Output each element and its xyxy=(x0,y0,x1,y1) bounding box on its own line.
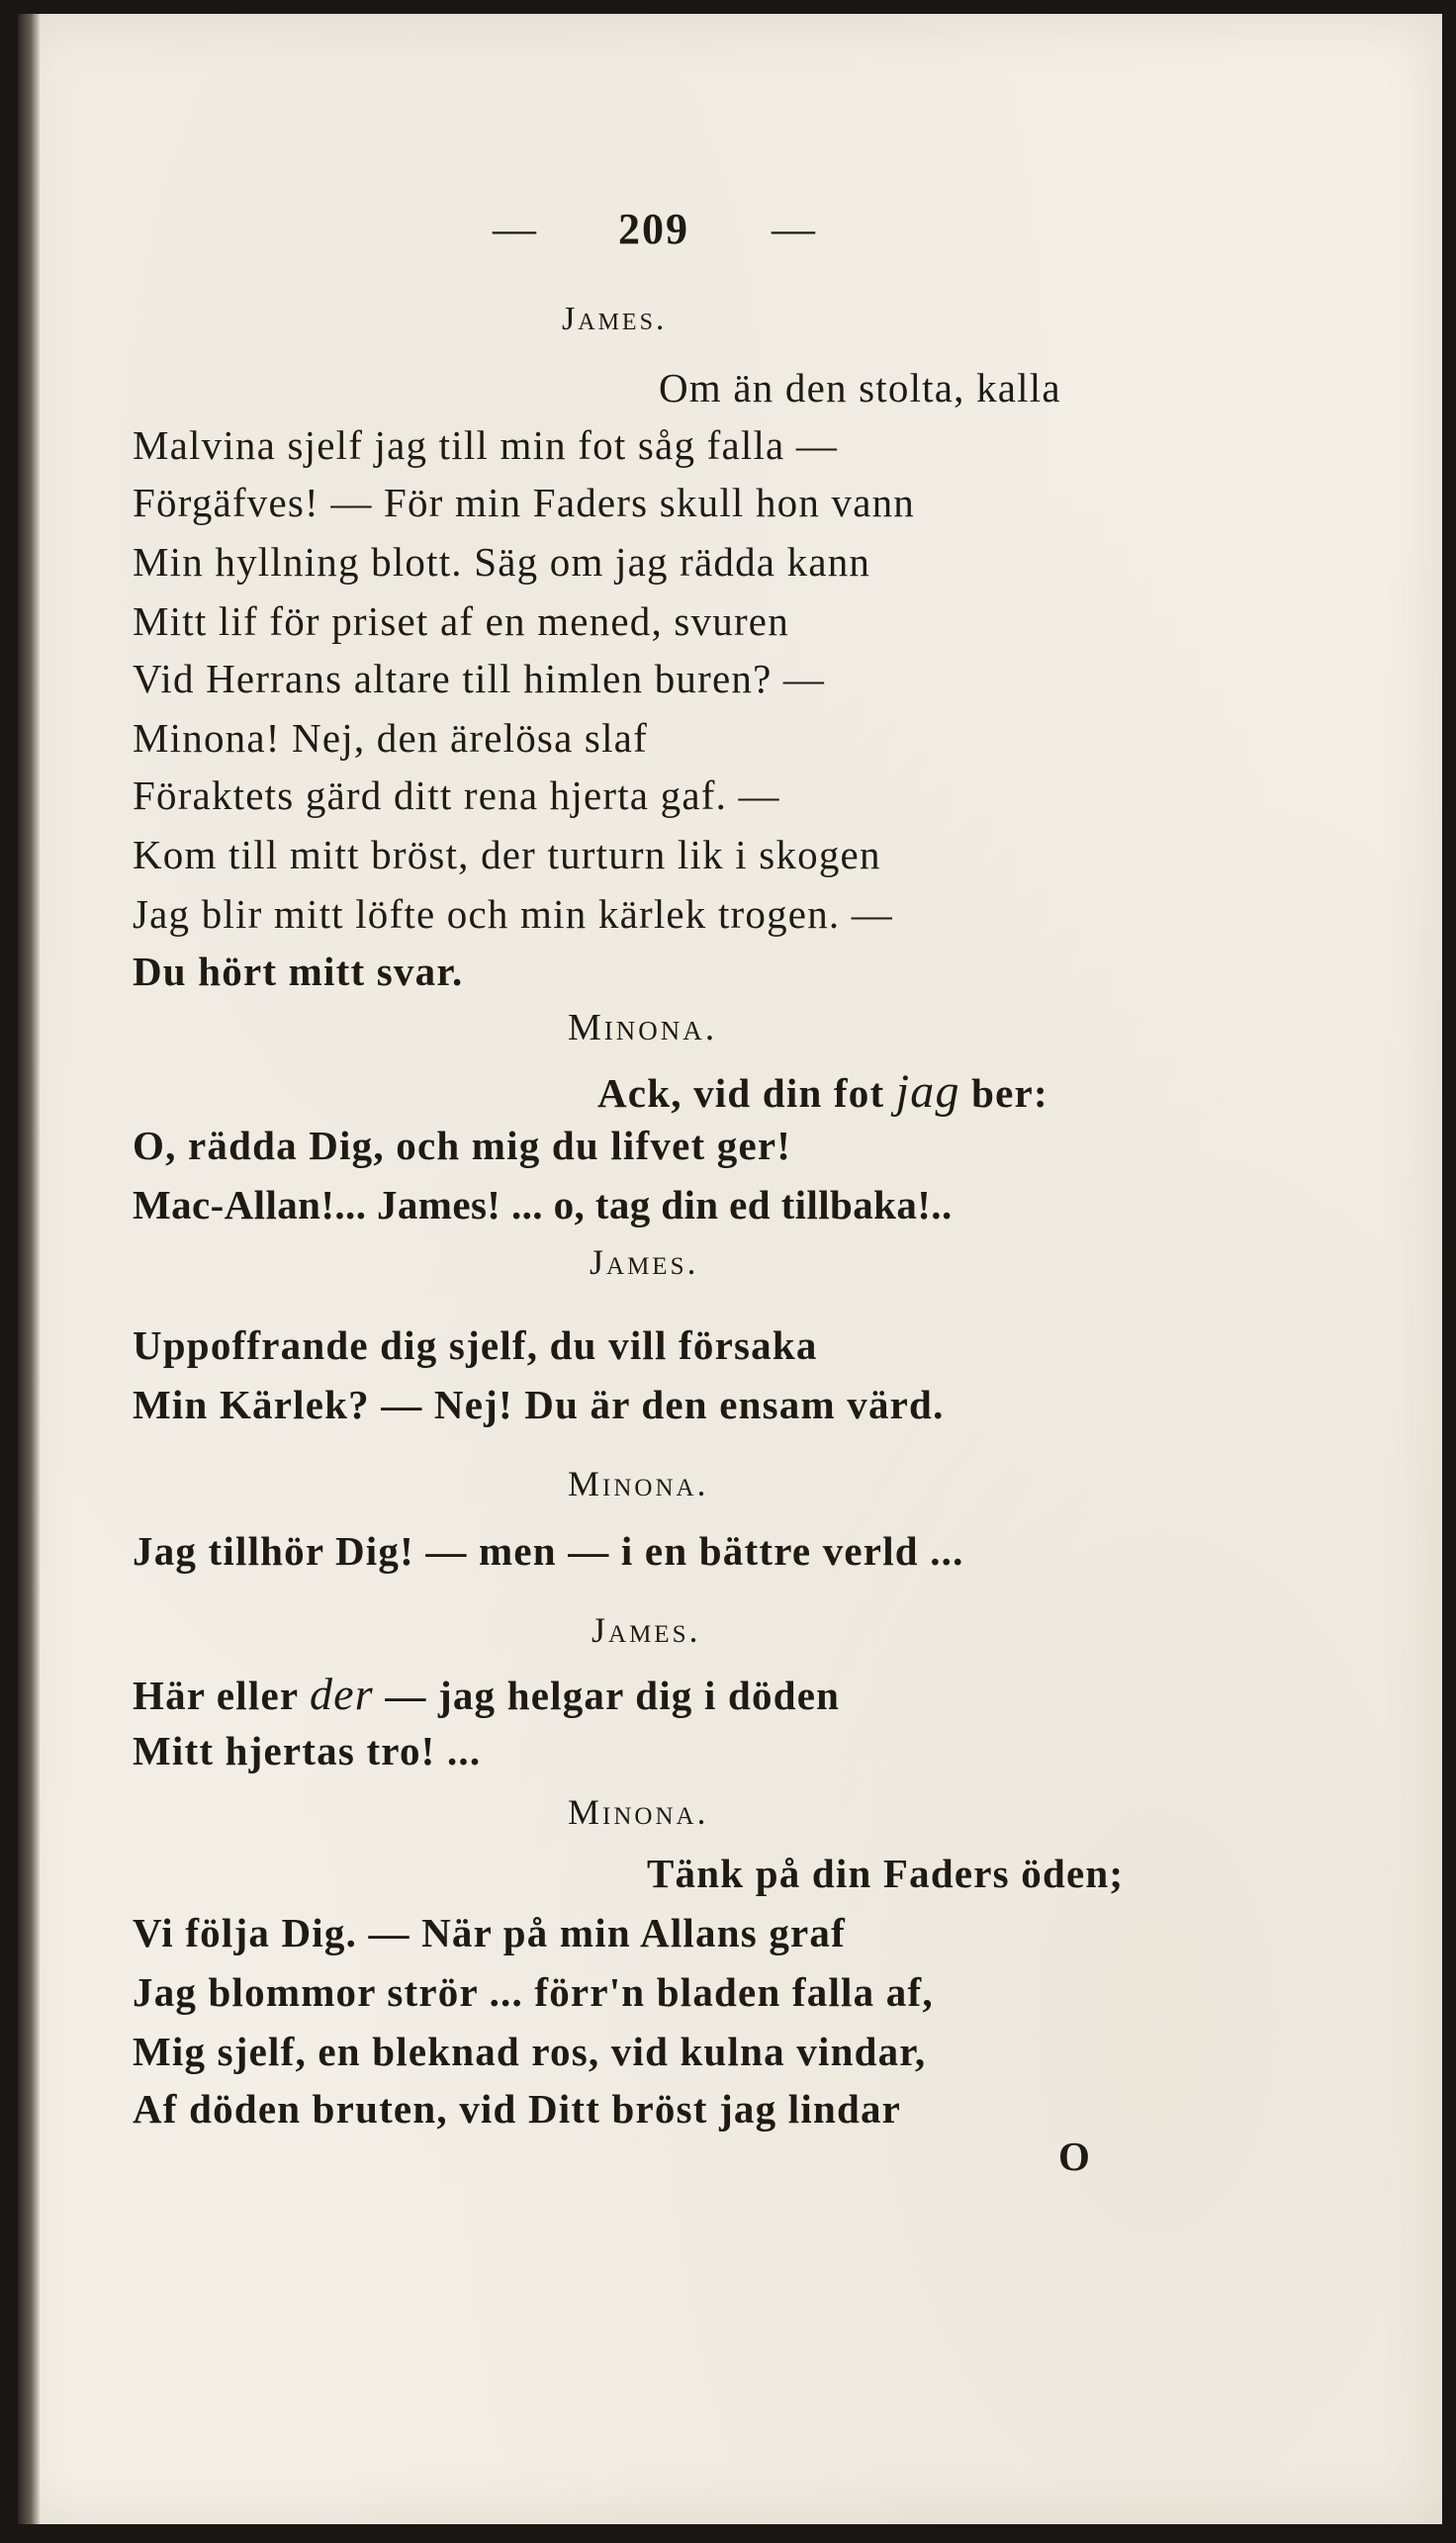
verse-emphasis: jag xyxy=(895,1065,960,1118)
verse-text: ber: xyxy=(959,1070,1048,1116)
verse-line: Mitt hjertas tro! ... xyxy=(133,1728,482,1773)
verse-line xyxy=(133,1669,841,1719)
verse-line: Uppoffrande dig sjelf, du vill försaka xyxy=(133,1322,818,1368)
verse-line: Vi följa Dig. — När på min Allans graf xyxy=(133,1910,846,1955)
verse-line: O, rädda Dig, och mig du lifvet ger! xyxy=(133,1123,792,1168)
verse-line: Jag tillhör Dig! — men — i en bättre verld ... xyxy=(133,1528,964,1574)
verse-line: Malvina sjelf jag till min fot såg falla — xyxy=(133,422,839,468)
header-dash-left: — xyxy=(493,205,536,253)
speaker-label: Minona. xyxy=(568,1007,718,1048)
page-number: 209 xyxy=(618,205,689,253)
verse-line: Vid Herrans altare till himlen buren? — xyxy=(133,656,826,701)
verse-line: Min hyllning blott. Säg om jag rädda kann xyxy=(133,539,871,585)
speaker-label: Minona. xyxy=(568,1464,709,1503)
speaker-label: James. xyxy=(562,301,668,337)
speaker-label: James. xyxy=(592,1610,701,1650)
header-dash-right: — xyxy=(772,205,815,253)
verse-line: Jag blommor strör ... förr'n bladen falla af, xyxy=(133,1969,934,2015)
verse-text: Här eller xyxy=(133,1673,310,1718)
catchword: O xyxy=(1058,2134,1092,2179)
speaker-label: James. xyxy=(590,1242,699,1282)
page-header xyxy=(493,205,815,253)
page-text xyxy=(18,14,1442,2524)
verse-line: Mig sjelf, en bleknad ros, vid kulna vindar, xyxy=(133,2029,927,2074)
verse-text: Ack, vid din fot xyxy=(597,1070,896,1116)
speaker-label: Minona. xyxy=(568,1792,709,1832)
verse-line: Mitt lif för priset af en mened, svuren xyxy=(133,598,789,644)
verse-line: Kom till mitt bröst, der turturn lik i skogen xyxy=(133,832,881,877)
verse-line: Min Kärlek? — Nej! Du är den ensam värd. xyxy=(133,1382,945,1427)
verse-line: Mac-Allan!... James! ... o, tag din ed tillbaka!.. xyxy=(133,1182,953,1227)
verse-emphasis: der xyxy=(309,1669,374,1719)
book-page xyxy=(18,14,1442,2524)
verse-line: Jag blir mitt löfte och min kärlek trogen. — xyxy=(133,891,893,937)
verse-text: — jag helgar dig i döden xyxy=(373,1673,841,1718)
verse-line: Af döden bruten, vid Ditt bröst jag lindar xyxy=(133,2086,902,2132)
verse-line: Om än den stolta, kalla xyxy=(659,365,1061,410)
verse-line: Du hört mitt svar. xyxy=(133,949,464,994)
verse-line xyxy=(597,1065,1048,1118)
verse-line: Föraktets gärd ditt rena hjerta gaf. — xyxy=(133,772,780,818)
verse-line: Förgäfves! — För min Faders skull hon vann xyxy=(133,480,916,525)
verse-line: Tänk på din Faders öden; xyxy=(647,1851,1125,1896)
verse-line: Minona! Nej, den ärelösa slaf xyxy=(133,715,648,761)
